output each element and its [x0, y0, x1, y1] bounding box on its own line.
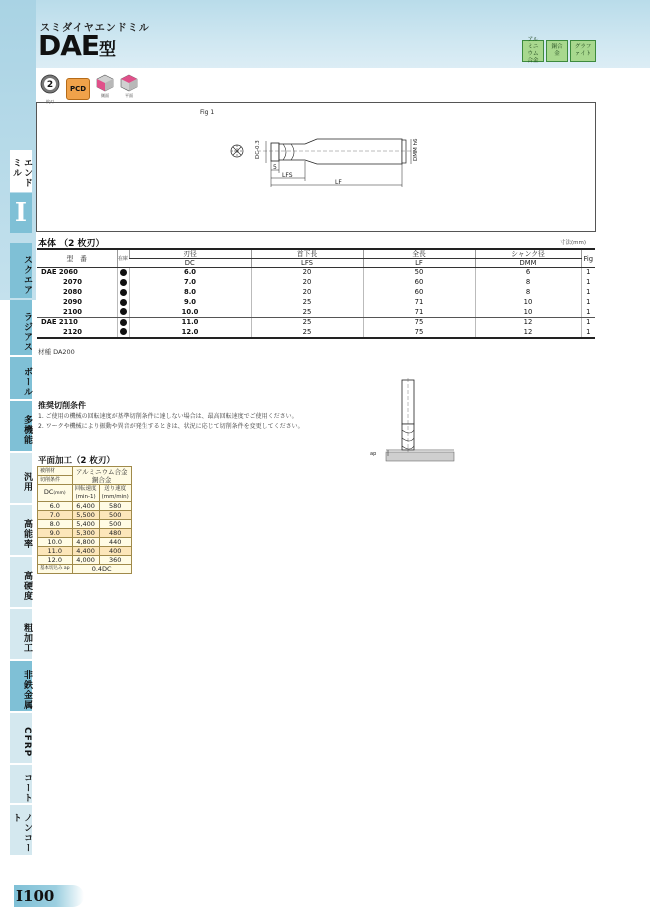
sidebar-item-nonferrous[interactable]: 非鉄金属 — [10, 661, 32, 711]
svg-text:LFS: LFS — [282, 172, 293, 179]
face-cutting-icon: 平面 — [120, 74, 138, 99]
sidebar-item-high-efficiency[interactable]: 高能率 — [10, 505, 32, 555]
header-dc: 刃径 — [129, 249, 251, 259]
material-chip-aluminum: アルミニウム合金 — [522, 40, 544, 62]
unit-note: 寸法(mm) — [560, 240, 587, 246]
figure-frame — [36, 102, 596, 232]
tool-drawing — [37, 103, 597, 233]
spec-table — [37, 248, 595, 339]
sidebar-item-uncoated[interactable]: ノンコート — [10, 805, 32, 855]
spec-table-title: 本体 （2 枚刃） — [38, 239, 105, 249]
table-row — [38, 565, 132, 574]
header-dmm: シャンク径 — [475, 249, 581, 259]
side-cutting-icon: 側面 — [96, 74, 114, 99]
table-row: 2070 7.0 20 60 8 1 — [37, 278, 595, 288]
end-view-icon — [231, 145, 243, 157]
sidebar-item-square[interactable]: スクエア — [10, 243, 32, 298]
tool-profile — [257, 139, 417, 164]
sidebar-numeral: I — [10, 193, 32, 233]
sidebar-item-roughing[interactable]: 粗加工 — [10, 609, 32, 659]
table-row: 12.0 4,000 360 — [38, 556, 132, 565]
recommended-note-2: 2. ワークや機械により振動や異音が発生するときは、状況に応じて切削条件を変更してください。 — [38, 423, 304, 430]
material-note: 材種 DA200 — [38, 348, 75, 356]
hdr-work: 被削材 — [38, 467, 73, 476]
table-row: DAE 2060 6.0 20 50 6 1 — [37, 268, 595, 278]
face-milling-title: 平面加工（2 枚刃） — [38, 456, 115, 466]
face-milling-diagram — [368, 378, 458, 464]
hdr-dc: DC(mm) — [38, 485, 73, 502]
stock-dot — [120, 308, 127, 315]
material-chip-graphite: グラファイト — [570, 40, 596, 62]
sidebar-item-ball[interactable]: ボール — [10, 357, 32, 399]
page-number: I100 — [14, 885, 84, 907]
footer-label: 基本切込み ap — [38, 565, 73, 574]
hdr-material: アルミニウム合金 銅合金 — [72, 467, 131, 485]
sidebar-item-cfrp[interactable]: CFRP — [10, 713, 32, 763]
stock-dot — [120, 289, 127, 296]
header-fig: Fig — [581, 249, 595, 268]
pcd-badge: PCD — [66, 78, 90, 100]
sidebar-item-multifunction[interactable]: 多機能 — [10, 401, 32, 451]
table-row: DAE 2110 11.0 25 75 12 1 — [37, 318, 595, 328]
svg-text:DC-0.3: DC-0.3 — [255, 140, 261, 159]
header-lf-sym: LF — [363, 259, 475, 268]
feature-icons — [40, 74, 138, 105]
sidebar-item-radius[interactable]: ラジアス — [10, 300, 32, 355]
header-lf: 全長 — [363, 249, 475, 259]
cutting-conditions-table — [37, 466, 132, 574]
hdr-cond: 切削条件 — [38, 476, 73, 485]
footer-value: 0.4DC — [72, 565, 131, 574]
table-row: 2100 10.0 25 71 10 1 — [37, 308, 595, 318]
sidebar-item-general[interactable]: 汎用 — [10, 453, 32, 503]
svg-text:LF: LF — [335, 179, 342, 186]
table-row: 7.0 5,500 500 — [38, 511, 132, 520]
material-chips — [522, 37, 596, 64]
figure-label: Fig 1 — [200, 109, 215, 116]
stock-dot — [120, 328, 127, 335]
table-row: 2090 9.0 25 71 10 1 — [37, 298, 595, 308]
svg-text:2: 2 — [46, 80, 54, 90]
header-lfs-sym: LFS — [251, 259, 363, 268]
sidebar-item-high-hardness[interactable]: 高硬度 — [10, 557, 32, 607]
series-name: スミダイヤエンドミル — [40, 23, 150, 34]
stock-dot — [120, 279, 127, 286]
header-dc-sym: DC — [129, 259, 251, 268]
header-stock: 在庫 — [117, 249, 129, 268]
header-lfs: 首下長 — [251, 249, 363, 259]
model-name: DAE型 — [38, 29, 117, 62]
table-row: 10.0 4,800 440 — [38, 538, 132, 547]
table-row: 9.0 5,300 480 — [38, 529, 132, 538]
table-row: 8.0 5,400 500 — [38, 520, 132, 529]
header-dmm-sym: DMM — [475, 259, 581, 268]
header-model: 型 番 — [37, 249, 117, 268]
svg-text:DMM h6: DMM h6 — [413, 138, 419, 161]
flute-count-icon: 2 枚刃 — [40, 74, 60, 105]
svg-text:5: 5 — [273, 164, 277, 171]
svg-text:ap: ap — [370, 451, 377, 457]
table-row: 6.0 6,400 580 — [38, 502, 132, 511]
material-chip-copper: 銅合金 — [546, 40, 568, 62]
recommended-title: 推奨切削条件 — [38, 401, 86, 410]
hdr-feed: 送り速度 (mm/min) — [99, 485, 131, 502]
stock-dot — [120, 299, 127, 306]
recommended-note-1: 1. ご使用の機械の回転速度が基準切削条件に達しない場合は、最高回転速度でご使用ください。 — [38, 413, 298, 420]
table-row: 2080 8.0 20 60 8 1 — [37, 288, 595, 298]
sidebar-category[interactable]: エンドミル — [10, 150, 32, 192]
table-row: 11.0 4,400 400 — [38, 547, 132, 556]
sidebar-item-coated[interactable]: コート — [10, 765, 32, 803]
hdr-speed: 回転速度 (min-1) — [72, 485, 99, 502]
stock-dot — [120, 269, 127, 276]
stock-dot — [120, 319, 127, 326]
table-row: 2120 12.0 25 75 12 1 — [37, 328, 595, 338]
